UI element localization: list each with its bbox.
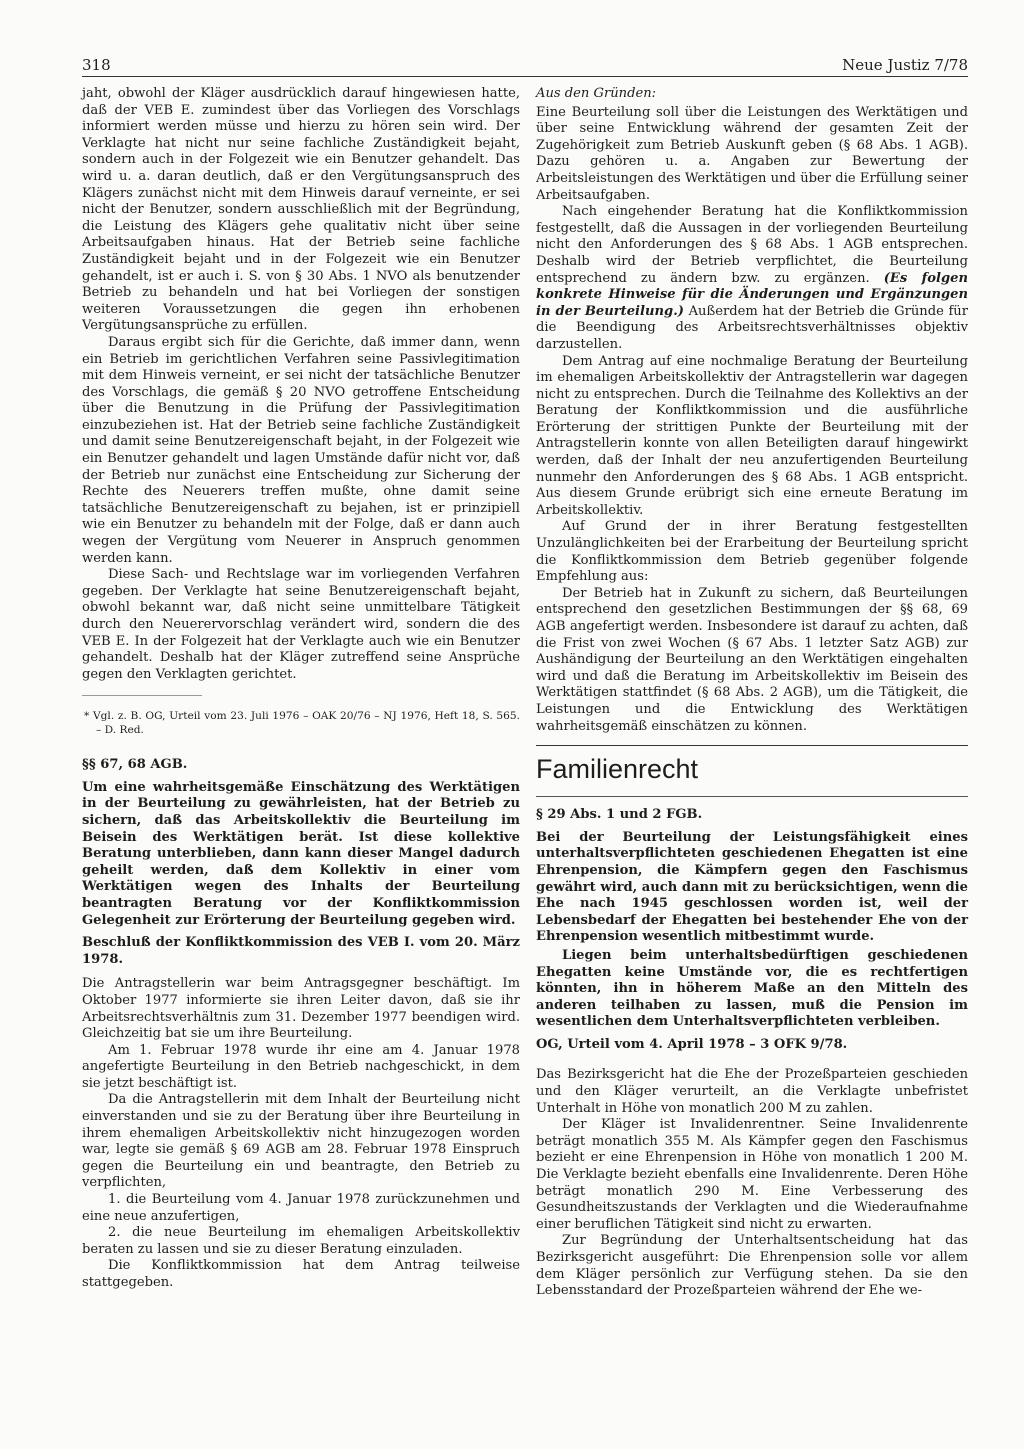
page-header (82, 56, 968, 78)
decision-citation: Beschluß der Konfliktkommission des VEB I. vom 20. März 1978. (82, 935, 520, 967)
law-reference: §§ 67, 68 AGB. (82, 757, 188, 773)
decision-citation: OG, Urteil vom 4. April 1978 – 3 OFK 9/78. (536, 1036, 848, 1052)
headnote: Um eine wahrheitsgemäße Einschätzung des Werktätigen in der Beurteilung zu gewährleisten, hat der Betrieb zu sichern, daß das Arbeitskollektiv die Beurteilung im Beisein des Werktätigen berät. Ist diese kollektive Beratung unterblieben, dann kann dieser Mangel dadurch geheilt werden, daß dem Kollektiv in einer vom Werktätigen wegen des Inhalts der Beurteilung beantragten Beratung vor der Konfliktkommission Gelegenheit zur Erörterung der Beurteilung gegeben wird. (82, 779, 520, 928)
list-item: 1. die Beurteilung vom 4. Januar 1978 zurückzunehmen und eine neue anzufertigen, (82, 1192, 520, 1224)
paragraph: Dem Antrag auf eine nochmalige Beratung der Beurteilung im ehemaligen Arbeitskollektiv der Antragstellerin war dagegen nicht zu entsprechen. Durch die Teilnahme des Kollektivs an der Beratung der Konfliktkommission und die ausführliche Erörterung der strittigen Punkte der Beurteilung mit der Antragstellerin konnte von allen Beteiligten darauf hingewirkt werden, daß der Inhalt der neu anzufertigenden Beurteilung nunmehr den Anforderungen des § 68 Abs. 1 AGB entspricht. Aus diesem Grunde erübrigt sich eine erneute Beratung im Arbeitskollektiv. (536, 353, 968, 518)
header-rule (82, 76, 968, 77)
footnote: * Vgl. z. B. OG, Urteil vom 23. Juli 1976 – OAK 20/76 – NJ 1976, Heft 18, S. 565. – D. Red. (84, 710, 520, 736)
paragraph: Das Bezirksgericht hat die Ehe der Prozeßparteien geschieden und den Kläger verurteilt, an die Verklagte unbefristet Unterhalt in Höhe von monatlich 200 M zu zahlen. (536, 1067, 968, 1116)
paragraph (536, 204, 968, 353)
paragraph: Die Antragstellerin war beim Antragsgegner beschäftigt. Im Oktober 1977 informierte sie ihren Leiter davon, daß sie ihr Arbeitsrechtsverhältnis zum 31. Dezember 1977 beendigen wird. Gleichzeitig bat sie um ihre Beurteilung. (82, 976, 520, 1042)
journal-title: Neue Justiz 7/78 (842, 56, 968, 74)
page-number: 318 (82, 56, 111, 74)
paragraph: Da die Antragstellerin mit dem Inhalt der Beurteilung nicht einverstanden und sie zu der Beratung über ihre Beurteilung in ihrem ehemaligen Arbeitskollektiv nicht hinzugezogen worden war, legte sie gemäß § 69 AGB am 28. Februar 1978 Einspruch gegen die Beurteilung ein und beantragte, den Betrieb zu verpflichten, (82, 1092, 520, 1191)
paragraph: Auf Grund der in ihrer Beratung festgestellten Unzulänglichkeiten bei der Erarbeitung der Beurteilung spricht die Konfliktkommission dem Betrieb gegenüber folgende Empfehlung aus: (536, 519, 968, 585)
left-column (82, 86, 520, 1292)
headnote: Bei der Beurteilung der Leistungsfähigkeit eines unterhaltsverpflichteten geschiedenen Ehegatten ist eine Ehrenpension, die Kämpfern gegen den Faschismus gewährt wird, auch dann mit zu berücksichtigen, wenn die Ehe nach 1945 geschlossen worden ist, weil der Lebensbedarf der Ehegatten bei bestehender Ehe von der Ehrenpension wesentlich mitbestimmt wurde. (536, 829, 968, 945)
section-title: Familienrecht (536, 754, 699, 785)
paragraph: Die Konfliktkommission hat dem Antrag teilweise stattgegeben. (82, 1258, 520, 1290)
paragraph: Diese Sach- und Rechtslage war im vorliegenden Verfahren gegeben. Der Verklagte hat seine Benutzereigenschaft bejaht, obwohl bekannt war, daß nicht seine unmittelbare Tätigkeit durch den Neuerervorschlag verändert wird, sondern die des VEB E. In der Folgezeit hat der Verklagte auch wie ein Benutzer gehandelt. Deshalb hat der Kläger zutreffend seine Ansprüche gegen den Verklagten gerichtet. (82, 567, 520, 682)
paragraph: Eine Beurteilung soll über die Leistungen des Werktätigen und über seine Entwicklung während der gesamten Zeit der Zugehörigkeit zum Betrieb Auskunft geben (§ 68 Abs. 1 AGB). Dazu gehören u. a. Angaben zur Bewertung der Arbeitsleistungen des Werktätigen und über die Erfüllung seiner Arbeitsaufgaben. (536, 104, 968, 203)
right-column (536, 86, 968, 1300)
footnote-separator (82, 695, 202, 696)
paragraph: Der Betrieb hat in Zukunft zu sichern, daß Beurteilungen entsprechend den gesetzlichen Bestimmungen der §§ 68, 69 AGB angefertigt werden. Insbesondere ist darauf zu achten, daß die Frist von zwei Wochen (§ 67 Abs. 1 letzter Satz AGB) zur Aushändigung der Beurteilung an den Werktätigen eingehalten wird und daß die Beratung im Arbeitskollektiv im Beisein des Werktätigen stattfindet (§ 68 Abs. 2 AGB), um die Tätigkeit, die Leistungen und die Entwicklung des Werktätigen wahrheitsgemäß einschätzen zu können. (536, 585, 968, 734)
law-reference: § 29 Abs. 1 und 2 FGB. (536, 807, 703, 823)
paragraph: jaht, obwohl der Kläger ausdrücklich darauf hingewiesen hatte, daß der VEB E. zumindest über das Vorliegen des Vorschlags informiert werden müsse und hierzu zu hören sein wird. Der Verklagte hat nicht nur seine fachliche Zuständigkeit bejaht, sondern auch in der Folgezeit wie ein Benutzer gehandelt. Das wird u. a. daran deutlich, daß er den Vergütungsanspruch des Klägers zunächst nicht mit dem Hinweis darauf verneinte, er sei nicht der Benutzer, sondern ausschließlich mit der Begründung, die Leistung des Klägers gehe qualitativ nicht über seine Arbeitsaufgaben hinaus. Hat der Betrieb seine fachliche Zuständigkeit bejaht und in der Folgezeit wie ein Benutzer gehandelt, ist er auch i. S. von § 30 Abs. 1 NVO als benutzender Betrieb zu behandeln und hat bei Vorliegen der sonstigen weiteren Voraussetzungen die gegen ihn erhobenen Vergütungsansprüche zu erfüllen. (82, 86, 520, 334)
subheading: Aus den Gründen: (536, 86, 657, 101)
section-underline (536, 796, 968, 797)
paragraph: Der Kläger ist Invalidenrentner. Seine Invalidenrente beträgt monatlich 355 M. Als Kämpfer gegen den Faschismus bezieht er eine Ehrenpension in Höhe von monatlich 1 200 M. Die Verklagte bezieht ebenfalls eine Invalidenrente. Deren Höhe beträgt monatlich 290 M. Eine Verbesserung des Gesundheitszustands der Verklagten und die Wiederaufnahme einer beruflichen Tätigkeit sind nicht zu erwarten. (536, 1117, 968, 1232)
list-item: 2. die neue Beurteilung im ehemaligen Arbeitskollektiv beraten zu lassen und sie zu dieser Beratung einzuladen. (82, 1225, 520, 1257)
text-span: Außerdem hat der Betrieb die Gründe für die Beendigung des Arbeitsrechtsverhältnisses objektiv darzustellen. (536, 303, 968, 352)
headnote: Liegen beim unterhaltsbedürftigen geschiedenen Ehegatten keine Umstände vor, die es rechtfertigen könnten, ihn in höherem Maße an den Mitteln des anderen teilhaben zu lassen, muß die Pension im wesentlichen dem Unterhaltsverpflichteten verbleiben. (536, 947, 968, 1030)
section-rule (536, 745, 968, 746)
paragraph: Zur Begründung der Unterhaltsentscheidung hat das Bezirksgericht ausgeführt: Die Ehrenpension solle vor allem dem Kläger persönlich zur Verfügung stehen. Da sie den Lebensstandard der Prozeßparteien während der Ehe we- (536, 1233, 968, 1299)
text-span: Nach eingehender Beratung hat die Konfliktkommission festgestellt, daß die Aussagen in der vorliegenden Beurteilung nicht den Anforderungen des § 68 Abs. 1 AGB entsprechen. Deshalb wird der Betrieb verpflichtet, die Beurteilung entsprechend zu ändern bzw. zu ergänzen. (536, 204, 968, 286)
paragraph: Daraus ergibt sich für die Gerichte, daß immer dann, wenn ein Betrieb im gerichtlichen Verfahren seine Passivlegitimation mit dem Hinweis verneint, er sei nicht der tatsächliche Benutzer des Vorschlags, die gemäß § 20 NVO getroffene Entscheidung über die Benutzung in die Prüfung der Passivlegitimation einzubeziehen ist. Hat der Betrieb seine fachliche Zuständigkeit und damit seine Benutzereigenschaft bejaht, in der Folgezeit wie ein Benutzer gehandelt und lagen Umstände dafür nicht vor, daß der Betrieb nur zunächst eine Entscheidung zur Sicherung der Rechte des Neuerers treffen mußte, ohne damit seine tatsächliche Benutzereigenschaft zu bejahen, ist er prinzipiell wie ein Benutzer zu behandeln mit der Folge, daß er dann auch wegen der Vergütung vom Neuerer in Anspruch genommen werden kann. (82, 334, 520, 566)
paragraph: Am 1. Februar 1978 wurde ihr eine am 4. Januar 1978 angefertigte Beurteilung in den Betrieb nachgeschickt, in dem sie jetzt beschäftigt ist. (82, 1042, 520, 1091)
editorial-note: (Es folgen konkrete Hinweise für die Änderungen und Ergänzungen in der Beurteilung.) (536, 270, 969, 319)
